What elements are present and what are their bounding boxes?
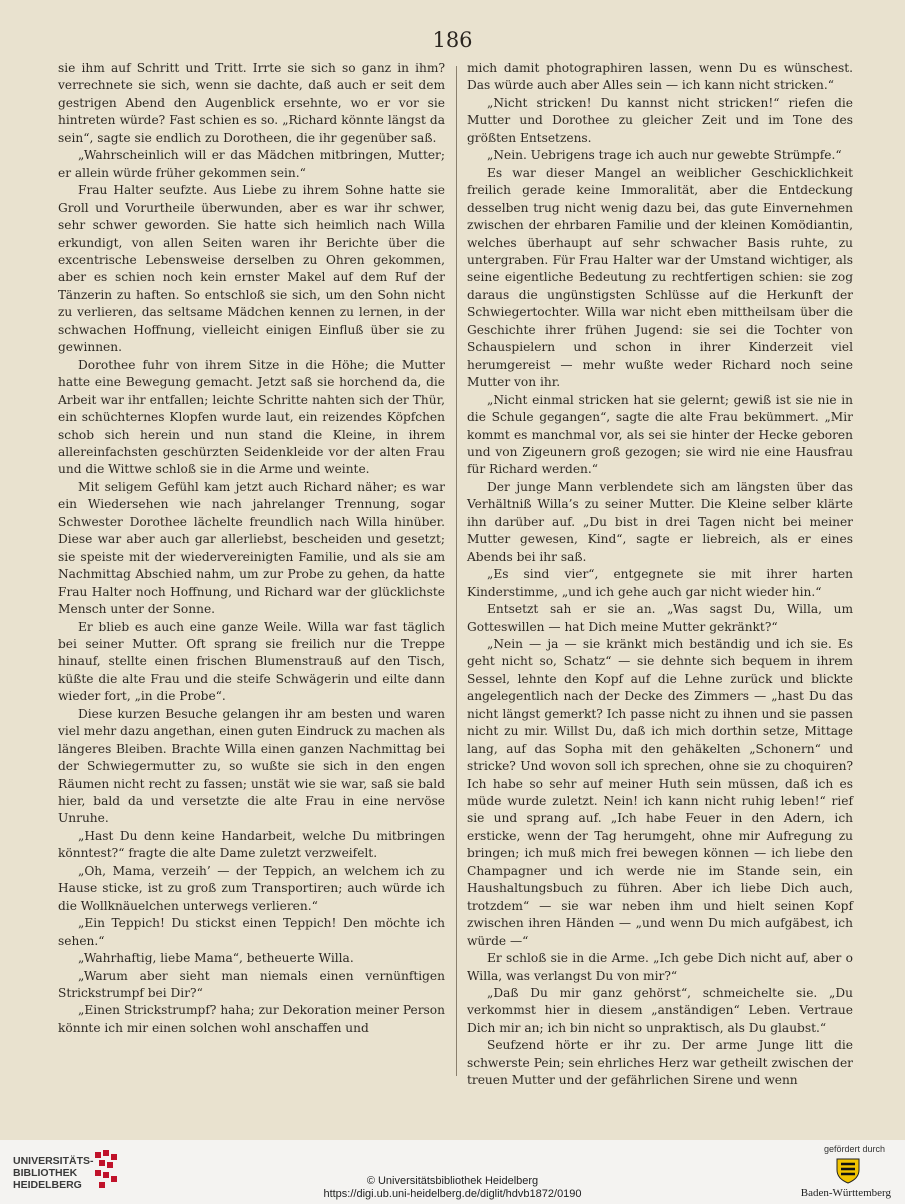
paragraph: Der junge Mann verblendete sich am längsten über das Verhältniß Willa’s zu seiner Mutter. Die Kleine selber klärte ihn darüber auf. „Du bist in drei Tagen nicht bei meiner Mutter gewesen, Kind“, sagte er liebreich, als er eines Abends bei ihr saß. [467, 479, 853, 564]
paragraph: „Oh, Mama, verzeih’ — der Teppich, an welchem ich zu Hause sticke, ist zu groß zum Transportiren; auch würde ich die Wollknäuelchen unterwegs verlieren.“ [58, 863, 445, 913]
paragraph: Es war dieser Mangel an weiblicher Geschicklichkeit freilich gerade keine Immoralität, aber die Entdeckung desselben trug nicht wenig dazu bei, das gute Einvernehmen zwischen der ehrbaren Familie und der kleinen Komödiantin, welches überhaupt auf sehr schwacher Basis ruhte, zu untergraben. Für Frau Halter war der Umstand wichtiger, als seine eigentliche Bedeutung zu rechtfertigen schien: sie zog daraus die ungünstigsten Schlüsse auf die Herkunft der Schwiegertochter. Willa war nicht eben mittheilsam über die Geschichte ihrer frühen Jugend: sie sei die Tochter von Schauspielern und schon in ihrer Kinderzeit viel herumgereist — mehr wußte weder Richard noch seine Mutter von ihr. [467, 165, 853, 390]
paragraph: Mit seligem Gefühl kam jetzt auch Richard näher; es war ein Wiedersehen wie nach jahrelanger Trennung, sogar Schwester Dorothee lächelte freundlich nach Willa hinüber. Diese war aber auch gar allerliebst, bescheiden und gesetzt; sie speiste mit der wiedervereinigten Familie, und als sie am Nachmittag Abschied nahm, um zur Probe zu gehen, da hatte Frau Halter noch Hoffnung, und Richard war der glücklichste Mensch unter der Sonne. [58, 479, 445, 617]
paragraph: „Nicht einmal stricken hat sie gelernt; gewiß ist sie nie in die Schule gegangen“, sagte die alte Frau bekümmert. „Mir kommt es manchmal vor, als sei sie hinter der Hecke geboren und von Zigeunern groß gezogen; sie wird nie eine Hausfrau für Richard werden.“ [467, 392, 853, 477]
paragraph: mich damit photographiren lassen, wenn Du es wünschest. Das würde auch aber Alles sein — ich kann nicht stricken.“ [467, 61, 853, 93]
paragraph: „Daß Du mir ganz gehörst“, schmeichelte sie. „Du verkommst hier in diesem „anständigen“ Leben. Vertraue Dich mir an; ich bin nicht so unpraktisch, als Du glaubst.“ [467, 986, 853, 1035]
funder-label: gefördert durch [823, 1144, 885, 1154]
paragraph: „Einen Strickstrumpf? haha; zur Dekoration meiner Person könnte ich mir einen solchen wohl anschaffen und [58, 1003, 445, 1035]
column-divider [456, 66, 457, 1076]
permalink[interactable]: https://digi.ub.uni-heidelberg.de/diglit/hdvb1872/0190 [323, 1188, 582, 1200]
library-name-line: HEIDELBERG [13, 1179, 82, 1191]
coat-of-arms-icon [835, 1156, 861, 1184]
paragraph: „Hast Du denn keine Handarbeit, welche Du mitbringen könntest?“ fragte die alte Dame zuletzt verzweifelt. [58, 828, 445, 861]
paragraph: Diese kurzen Besuche gelangen ihr am besten und waren viel mehr dazu angethan, einen guten Eindruck zu machen als längeres Bleiben. Brachte Willa einen ganzen Nachmittag bei der Schwiegermutter zu, so wußte sie sich in den engen Räumen nicht recht zu fassen; unstät wie sie war, saß sie bald hier, bald da und versetzte die alte Frau in eine nervöse Unruhe. [58, 706, 445, 826]
page-number: 186 [432, 28, 473, 52]
paragraph: sie ihm auf Schritt und Tritt. Irrte sie sich so ganz in ihm? verrechnete sie sich, wenn sie dachte, daß auch er seit dem gestrigen Abend den Augenblick ersehnte, wo er vor sie hintreten würde? Fast schien es so. „Richard könnte längst da sein“, sagte sie endlich zu Dorotheen, die ihr gegenüber saß. [58, 61, 445, 145]
paragraph: Dorothee fuhr von ihrem Sitze in die Höhe; die Mutter hatte eine Bewegung gemacht. Jetzt saß sie horchend da, die Arbeit war ihr entfallen; leichte Schritte nahten sich der Thür, ein schüchternes Klopfen wurde laut, ein reizendes Köpfchen schob sich herein und nun stand die Kleine, in ihrem allereinfachsten geschürzten Seidenkleide vor der alten Frau und die Wittwe schloß sie in die Arme und weinte. [58, 357, 445, 477]
paragraph: Er schloß sie in die Arme. „Ich gebe Dich nicht auf, aber o Willa, was verlangst Du von mir?“ [467, 951, 853, 983]
paragraph: „Es sind vier“, entgegnete sie mit ihrer harten Kinderstimme, „und ich gehe auch gar nicht wieder hin.“ [467, 567, 853, 599]
library-name-line: UNIVERSITÄTS- [13, 1155, 94, 1167]
paragraph: Er blieb es auch eine ganze Weile. Willa war fast täglich bei seiner Mutter. Oft sprang sie freilich nur die Treppe hinauf, stellte einen frischen Blumenstrauß auf den Tisch, küßte die alte Frau und die steife Schwägerin und eilte dann wieder fort, „in die Probe“. [58, 619, 445, 704]
paragraph: „Ein Teppich! Du stickst einen Teppich! Den möchte ich sehen.“ [58, 916, 445, 948]
paragraph: „Wahrhaftig, liebe Mama“, betheuerte Willa. [78, 951, 354, 966]
paragraph: „Wahrscheinlich will er das Mädchen mitbringen, Mutter; er allein würde früher gekommen sein.“ [58, 148, 445, 180]
left-column [58, 60, 445, 1037]
paragraph: „Warum aber sieht man niemals einen vernünftigen Strickstrumpf bei Dir?“ [58, 968, 445, 1001]
copyright-notice [0, 1175, 905, 1201]
footer [0, 1140, 905, 1204]
copyright-text: © Universitätsbibliothek Heidelberg [366, 1175, 539, 1187]
paragraph: Seufzend hörte er ihr zu. Der arme Junge litt die schwerste Pein; sein ehrliches Herz war getheilt zwischen der treuen Mutter und der gefährlichen Sirene und wenn [467, 1038, 853, 1088]
paragraph: „Nein — ja — sie kränkt mich beständig und ich sie. Es geht nicht so, Schatz“ — sie dehnte sich bequem in ihrem Sessel, lehnte den Kopf auf die Lehne zurück und blickte angelegentlich nach der Decke des Zimmers — „hast Du das nicht längst gemerkt? Ich passe nicht zu ihnen und sie passen nicht zu mir. Willst Du, daß ich mich dorthin setze, Mittage lang, auf das Sopha mit den gehäkelten „Schonern“ und stricke? Und wovon soll ich sprechen, ohne sie zu choquiren? Ich habe so sehr auf meiner Huth sein müssen, daß ich es müde wurde zuletzt. Nein! ich kann nicht ruhig leben!“ rief sie und sprang auf. „Ich habe Feuer in den Adern, ich ersticke, wenn der Tag herumgeht, ohne mir Aufregung zu bringen; ich muß mich frei bewegen können — ich liebe den Champagner und ich werde nie im Stande sein, ein Haushaltungsbuch zu führen. Aber ich liebe Dich auch, trotzdem“ — sie war neben ihm und hielt seinen Kopf zwischen ihren Händen — „und wenn Du mich aufgäbest, ich würde —“ [467, 636, 853, 948]
funder-name: Baden-Württemberg [800, 1187, 891, 1199]
library-name-line: BIBLIOTHEK [13, 1167, 78, 1179]
paragraph: „Nein. Uebrigens trage ich auch nur gewebte Strümpfe.“ [487, 148, 842, 163]
right-column [467, 60, 853, 1090]
paragraph: Frau Halter seufzte. Aus Liebe zu ihrem Sohne hatte sie Groll und Vorurtheile überwunden, aber es war ihr schwer, sehr schwer geworden. Sie hatte sich heimlich nach Willa erkundigt, von allen Seiten waren ihr Berichte über die excentrische Lebensweise derselben zu Ohren gekommen, aber es schien noch kein ernster Makel auf dem Ruf der Tänzerin zu haften. So entschloß sie sich, um den Sohn nicht zu verlieren, das seltsame Mädchen kennen zu lernen, in der schwachen Hoffnung, vielleicht einigen Einfluß über sie zu gewinnen. [58, 183, 445, 355]
paragraph: „Nicht stricken! Du kannst nicht stricken!“ riefen die Mutter und Dorothee zu gleicher Zeit und im Tone des größten Entsetzens. [467, 95, 853, 145]
paragraph: Entsetzt sah er sie an. „Was sagst Du, Willa, um Gotteswillen — hat Dich meine Mutter gekränkt?“ [467, 602, 853, 634]
